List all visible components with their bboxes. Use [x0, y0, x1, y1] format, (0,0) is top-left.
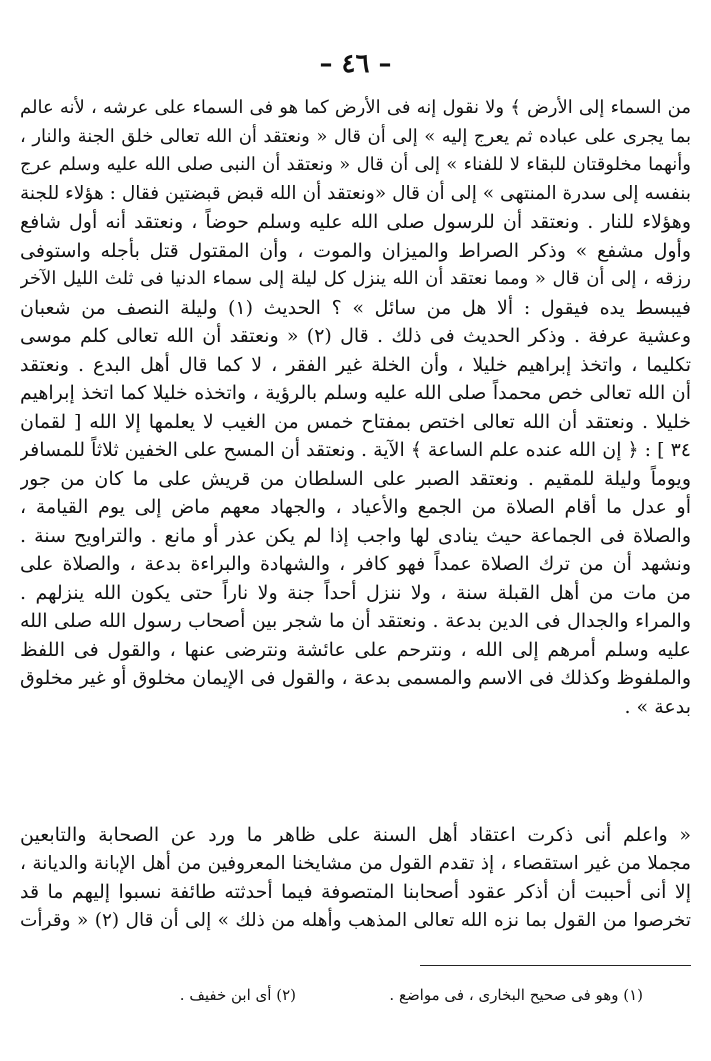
text-line: وأول مشفع » وذكر الصراط والميزان والموت ، وأن المقتول قتل بأجله واستوفى	[20, 239, 691, 262]
text-line: وعشية عرفة . وذكر الحديث فى ذلك . قال (٢) « ونعتقد أن الله تعالى كلم موسى	[20, 325, 691, 347]
text-line: والمراء والجدال فى الدين بدعة . ونعتقد أن ما شجر بين أصحاب رسول الله صلى الله	[20, 610, 691, 632]
footnote-divider	[420, 965, 691, 966]
footnotes	[20, 980, 691, 1010]
text-line-last: بدعة » .	[624, 695, 691, 718]
text-line: إلا أنى أحببت أن أذكر عقود أصحابنا المتصوفة فيما أحدثته طائفة نسبوا إليهم ما قد	[20, 881, 691, 903]
text-line: والصلاة فى الجماعة حيث ينادى لها واجب إذا لم يكن عذر أو مانع . والتراويح سنة .	[20, 524, 691, 547]
text-line: أو عدل ما أقام الصلاة من الجمع والأعياد ، والجهاد معهم ماض إلى يوم القيامة ،	[20, 496, 691, 518]
footnote-2: (٢) أى ابن خفيف .	[179, 986, 296, 1004]
page-number: – ٤٦ –	[319, 49, 392, 79]
text-line: رزقه ، إلى أن قال « ومما نعتقد أن الله ينزل كل ليلة إلى سماء الدنيا فى ثلث الليل الآخر	[20, 268, 691, 289]
text-line: ونشهد أن من ترك الصلاة عمداً فهو كافر ، والشهادة والبراءة بدعة ، والصلاة على	[20, 553, 691, 575]
text-line: « واعلم أنى ذكرت اعتقاد أهل السنة على ظاهر ما ورد عن الصحابة والتابعين	[20, 824, 691, 846]
text-line: مجملا من غير استقصاء ، إذ تقدم القول من مشايخنا المعروفين من أهل الإبانة والديانة ،	[20, 852, 691, 874]
text-line: فيبسط يده فيقول : ألا هل من سائل » ؟ الحديث (١) وليلة النصف من شعبان	[20, 296, 691, 319]
text-line: تكليما ، واتخذ إبراهيم خليلا ، وأن الخلة غير الفقر ، لا كما قال أهل البدع . ونعتقد	[20, 353, 691, 376]
text-line: ٣٤ ] : ﴿ إن الله عنده علم الساعة ﴾ الآية . ونعتقد أن المسح على الخفين ثلاثاً للمسافر	[20, 439, 691, 461]
text-line: ويوماً وليلة للمقيم . ونعتقد الصبر على السلطان من قريش على ما كان من جور	[20, 467, 691, 490]
main-text-block	[20, 94, 691, 721]
text-line: عليه وسلم أمرهم إلى الله ، ونترحم على عائشة ونترضى عنها ، والقول فى اللفظ	[20, 638, 691, 661]
text-line: من السماء إلى الأرض ﴾ ولا نقول إنه فى الأرض كما هو فى السماء على عرشه ، لأنه عالم	[20, 97, 691, 118]
text-line: من مات من أهل القبلة سنة ، ولا ننزل أحداً جنة ولا ناراً حتى يكون الله ينزلهم .	[20, 581, 691, 604]
text-line: خليلا . ونعتقد أن الله تعالى اختص بمفتاح خمس من الغيب لا يعلمها إلا الله [ لقمان	[20, 410, 691, 433]
text-line: أن الله تعالى خص محمداً صلى الله عليه وسلم بالرؤية ، واتخذه خليلا كما اتخذ إبراهيم	[20, 382, 691, 404]
footnote-1: (١) وهو فى صحيح البخارى ، فى مواضع .	[389, 986, 643, 1004]
text-line: وهؤلاء للنار . ونعتقد أن للرسول صلى الله عليه وسلم حوضاً ، ونعتقد أنه أول شافع	[20, 211, 691, 233]
text-line: بما يجرى على عباده ثم يعرج إليه » إلى أن قال « ونعتقد أن الله تعالى خلق الجنة والنار ،	[20, 125, 691, 147]
text-line: وأنهما مخلوقتان للبقاء لا للفناء » إلى أن قال « ونعتقد أن النبى صلى الله عليه وسلم عرج	[20, 154, 691, 175]
text-line: بنفسه إلى سدرة المنتهى » إلى أن قال «ونعتقد أن الله قبض قبضتين فقال : هؤلاء للجنة	[20, 182, 691, 204]
text-line: والملفوظ وكذلك فى الاسم والمسمى بدعة ، والقول فى الإيمان مخلوق أو غير مخلوق	[20, 667, 691, 689]
text-line: تخرصوا من القول بما نزه الله تعالى المذهب وأهله من ذلك » إلى أن قال (٢) « وقرأت	[20, 909, 691, 931]
second-paragraph	[20, 821, 691, 935]
